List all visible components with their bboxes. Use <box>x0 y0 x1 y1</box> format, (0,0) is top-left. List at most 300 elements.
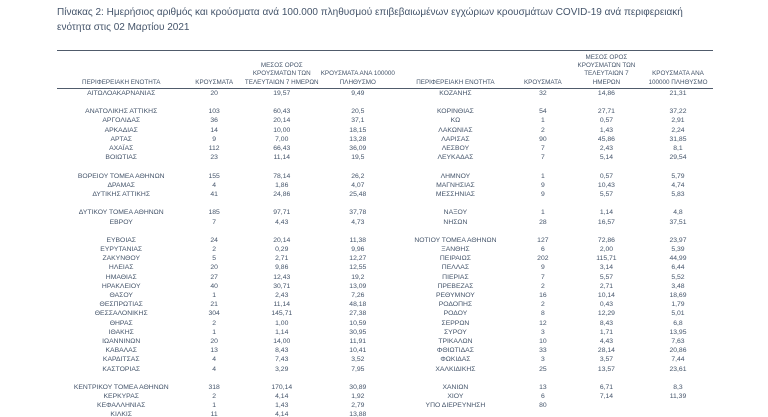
avg7-cell: 24,86 <box>273 190 291 198</box>
table-row <box>395 338 713 347</box>
per100k-cell: 10,41 <box>349 347 367 355</box>
table-row <box>57 172 395 181</box>
avg7-cell: 0,43 <box>599 301 614 309</box>
group-separator <box>57 163 395 172</box>
per100k-cell: 6,8 <box>673 319 683 327</box>
avg7-cell: 1,71 <box>599 328 614 336</box>
region-cell: ΥΠΟ ΔΙΕΡΕΥΝΗΣΗ <box>425 402 486 410</box>
region-cell: ΕΥΒΟΙΑΣ <box>106 236 136 244</box>
cases-cell: 25 <box>539 365 547 373</box>
cases-cell: 9 <box>540 190 545 198</box>
cases-cell: 12 <box>539 319 547 327</box>
region-cell: ΚΟΖΑΝΗΣ <box>439 89 472 97</box>
per100k-cell: 48,18 <box>349 301 367 309</box>
per100k-cell: 13,95 <box>669 328 687 336</box>
per100k-cell: 5,79 <box>671 172 685 180</box>
per100k-cell: 12,55 <box>349 264 367 272</box>
avg7-cell: 115,71 <box>596 255 617 263</box>
cases-cell: 13 <box>210 347 218 355</box>
per100k-cell: 37,78 <box>349 209 367 217</box>
cases-cell: 10 <box>539 337 547 345</box>
avg7-cell: 1,14 <box>275 328 289 336</box>
cases-cell: 7 <box>540 145 545 152</box>
avg7-cell: 145,71 <box>271 310 293 318</box>
cases-cell: 2 <box>540 126 545 134</box>
avg7-cell: 0,57 <box>599 172 614 180</box>
avg7-cell: 7,00 <box>275 135 289 143</box>
cases-cell: 13 <box>539 383 547 391</box>
avg7-cell: 4,14 <box>275 393 289 401</box>
cases-cell: 9 <box>212 135 217 143</box>
region-cell: ΘΕΣΠΡΩΤΙΑΣ <box>99 301 143 309</box>
table-row <box>57 154 395 163</box>
per100k-cell: 20,86 <box>669 347 687 355</box>
avg7-cell: 13,57 <box>597 365 615 373</box>
cases-cell: 103 <box>208 108 220 116</box>
region-cell: ΕΥΡΥΤΑΝΙΑΣ <box>100 246 143 254</box>
avg7-cell: 2,43 <box>275 292 289 299</box>
region-cell: ΧΑΝΙΩΝ <box>442 383 469 391</box>
avg7-cell: 2,00 <box>599 246 614 254</box>
avg7-cell: 1,00 <box>275 319 289 327</box>
avg7-cell: 1,14 <box>599 209 614 217</box>
region-cell: ΦΘΙΩΤΙΔΑΣ <box>436 347 474 355</box>
per100k-cell: 7,26 <box>351 292 365 299</box>
per100k-cell: 26,2 <box>351 172 365 180</box>
avg7-cell: 2,43 <box>599 145 614 152</box>
avg7-cell: 4,43 <box>275 218 289 226</box>
group-separator <box>57 200 395 209</box>
region-cell: ΡΕΘΥΜΝΟΥ <box>435 292 475 299</box>
table-row <box>57 329 395 338</box>
region-cell: ΑΡΚΑΔΙΑΣ <box>104 126 138 134</box>
table-row <box>57 255 395 264</box>
region-cell: ΛΑΡΙΣΑΣ <box>441 135 470 143</box>
cases-cell: 4 <box>212 181 217 189</box>
avg7-cell: 4,43 <box>599 337 614 345</box>
table-row <box>395 154 713 163</box>
region-cell: ΚΟΡΙΝΘΙΑΣ <box>436 108 474 116</box>
avg7-cell: 5,57 <box>599 190 614 198</box>
table-row <box>395 273 713 282</box>
right-table-header <box>395 54 713 87</box>
group-separator <box>57 99 395 108</box>
cases-cell: 20 <box>210 89 218 97</box>
per100k-cell: 18,69 <box>669 292 687 299</box>
table-body <box>57 89 713 417</box>
table-row <box>57 108 395 117</box>
table-row <box>395 218 713 227</box>
per100k-cell: 5,52 <box>671 273 685 281</box>
per100k-cell: 13,09 <box>349 282 367 290</box>
table-row <box>395 191 713 200</box>
group-separator <box>57 375 395 384</box>
per100k-cell: 19,2 <box>351 273 365 281</box>
table-row <box>57 209 395 218</box>
table-row <box>57 319 395 328</box>
cases-cell: 318 <box>208 383 220 391</box>
region-cell: ΠΙΕΡΙΑΣ <box>442 273 469 281</box>
table-row <box>57 273 395 282</box>
table-row <box>395 292 713 301</box>
avg7-cell: 28,14 <box>597 347 615 355</box>
avg7-cell: 45,86 <box>597 135 615 143</box>
region-cell: ΝΑΞΟΥ <box>443 209 468 217</box>
per100k-cell: 10,59 <box>349 319 367 327</box>
avg7-cell: 97,71 <box>273 209 291 217</box>
cases-cell: 2 <box>212 393 217 401</box>
per100k-cell: 36,09 <box>349 145 367 152</box>
table-row <box>395 172 713 181</box>
region-cell: ΤΡΙΚΑΛΩΝ <box>438 337 473 345</box>
avg7-cell: 60,43 <box>273 108 291 116</box>
avg7-cell: 8,43 <box>599 319 614 327</box>
region-cell: ΚΕΝΤΡΙΚΟΥ ΤΟΜΕΑ ΑΘΗΝΩΝ <box>73 383 169 391</box>
cases-cell: 16 <box>539 292 547 299</box>
table-row <box>395 182 713 191</box>
cases-cell: 1 <box>212 328 217 336</box>
per100k-cell: 4,07 <box>351 181 365 189</box>
cases-cell: 304 <box>208 310 220 318</box>
per100k-cell: 13,88 <box>349 411 367 417</box>
cases-cell: 40 <box>210 282 218 290</box>
cases-cell: 5 <box>212 255 217 263</box>
region-cell: ΞΑΝΘΗΣ <box>441 246 470 254</box>
header-region: ΠΕΡΙΦΕΡΕΙΑΚΗ ΕΝΟΤΗΤΑ <box>416 78 495 86</box>
table-row <box>395 283 713 292</box>
region-cell: ΑΧΑΪΑΣ <box>109 145 134 152</box>
cases-cell: 2 <box>540 282 545 290</box>
avg7-cell: 27,71 <box>597 108 615 116</box>
avg7-cell: 72,86 <box>597 236 615 244</box>
table-row <box>395 301 713 310</box>
table-caption: Πίνακας 2: Ημερήσιος αριθμός και κρούσματα ανά 100.000 πληθυσμού επιβεβαιωμένων εγχώριων κρουσμάτων COVID-19 ανά περιφερειακή ενότητα στις 02 Μαρτίου 2021 <box>57 7 683 33</box>
per100k-cell: 30,89 <box>349 383 367 391</box>
group-separator <box>395 375 713 384</box>
per100k-cell: 31,85 <box>669 135 687 143</box>
table-row <box>395 384 713 393</box>
header-per100k: ΚΡΟΥΣΜΑΤΑ ΑΝΑ 100000 ΠΛΗΘΥΣΜΟ <box>320 70 395 86</box>
right-table-body <box>395 90 713 417</box>
header-cases: ΚΡΟΥΣΜΑΤΑ <box>195 78 234 86</box>
table-row <box>395 136 713 145</box>
cases-cell: 127 <box>537 236 549 244</box>
avg7-cell: 5,57 <box>599 273 614 281</box>
avg7-cell: 11,14 <box>273 154 291 162</box>
per100k-cell: 7,44 <box>671 356 685 364</box>
per100k-cell: 6,44 <box>671 264 685 272</box>
cases-cell: 24 <box>210 236 218 244</box>
region-cell: ΗΡΑΚΛΕΙΟΥ <box>101 282 141 290</box>
covid-table <box>57 50 713 417</box>
table-row <box>57 264 395 273</box>
left-table-body <box>57 90 395 417</box>
region-cell: ΦΩΚΙΔΑΣ <box>440 356 471 364</box>
per100k-cell: 8,3 <box>673 383 683 391</box>
avg7-cell: 3,29 <box>275 365 289 373</box>
cases-cell: 90 <box>539 135 547 143</box>
cases-cell: 2 <box>540 301 545 309</box>
per100k-cell: 23,61 <box>669 365 687 373</box>
cases-cell: 1 <box>212 292 217 299</box>
cases-cell: 1 <box>540 172 545 180</box>
table-row <box>395 145 713 154</box>
table-row <box>57 356 395 365</box>
cases-cell: 4 <box>212 365 217 373</box>
avg7-cell: 2,71 <box>275 255 289 263</box>
avg7-cell: 20,14 <box>273 117 291 125</box>
region-cell: ΖΑΚΥΝΘΟΥ <box>102 255 140 263</box>
avg7-cell: 30,71 <box>273 282 291 290</box>
table-row <box>395 264 713 273</box>
region-cell: ΠΕΛΛΑΣ <box>441 264 470 272</box>
per100k-cell: 5,39 <box>671 246 685 254</box>
cases-cell: 6 <box>540 246 545 254</box>
header-avg7: ΜΕΣΟΣ ΟΡΟΣ ΚΡΟΥΣΜΑΤΩΝ ΤΩΝ ΤΕΛΕΥΤΑΙΩΝ 7 ΗΜΕΡΩΝ <box>577 54 636 86</box>
region-cell: ΔΡΑΜΑΣ <box>107 181 135 189</box>
table-row <box>57 347 395 356</box>
per100k-cell: 1,79 <box>671 301 685 309</box>
per100k-cell: 27,38 <box>349 310 367 318</box>
region-cell: ΛΕΥΚΑΔΑΣ <box>437 154 474 162</box>
header-region: ΠΕΡΙΦΕΡΕΙΑΚΗ ΕΝΟΤΗΤΑ <box>82 78 161 86</box>
region-cell: ΚΩ <box>450 117 461 125</box>
table-row <box>395 402 713 411</box>
per100k-cell: 13,28 <box>349 135 367 143</box>
table-row <box>395 108 713 117</box>
region-cell: ΘΑΣΟΥ <box>109 292 133 299</box>
header-cases: ΚΡΟΥΣΜΑΤΑ <box>523 78 562 86</box>
table-row <box>57 292 395 301</box>
cases-cell: 20 <box>210 264 218 272</box>
cases-cell: 23 <box>210 154 218 162</box>
avg7-cell: 10,00 <box>273 126 291 134</box>
per100k-cell: 11,91 <box>349 337 367 345</box>
per100k-cell: 4,74 <box>671 181 685 189</box>
table-row <box>57 384 395 393</box>
avg7-cell: 8,43 <box>275 347 289 355</box>
cases-cell: 33 <box>539 347 547 355</box>
cases-cell: 3 <box>540 356 545 364</box>
cases-cell: 7 <box>212 218 217 226</box>
cases-cell: 80 <box>539 402 547 410</box>
region-cell: ΕΒΡΟΥ <box>109 218 133 226</box>
per100k-cell: 19,5 <box>351 154 365 162</box>
table-row <box>395 90 713 99</box>
region-cell: ΘΕΣΣΑΛΟΝΙΚΗΣ <box>94 310 148 318</box>
per100k-cell: 37,1 <box>351 117 365 125</box>
table-row <box>57 237 395 246</box>
avg7-cell: 4,14 <box>275 411 289 417</box>
avg7-cell: 14,86 <box>597 89 615 97</box>
avg7-cell: 11,14 <box>273 301 291 309</box>
per100k-cell: 23,97 <box>669 236 687 244</box>
avg7-cell: 16,57 <box>597 218 615 226</box>
region-cell: ΡΟΔΟΠΗΣ <box>438 301 473 309</box>
region-cell: ΔΥΤΙΚΟΥ ΤΟΜΕΑ ΑΘΗΝΩΝ <box>78 209 164 217</box>
per100k-cell: 1,92 <box>351 393 365 401</box>
region-cell: ΚΕΡΚΥΡΑΣ <box>103 393 139 401</box>
group-separator <box>57 228 395 237</box>
table-row <box>57 145 395 154</box>
table-row <box>395 319 713 328</box>
avg7-cell: 78,14 <box>273 172 291 180</box>
header-per100k: ΚΡΟΥΣΜΑΤΑ ΑΝΑ 100000 ΠΛΗΘΥΣΜΟ <box>648 70 708 86</box>
group-separator <box>395 200 713 209</box>
avg7-cell: 3,57 <box>599 356 614 364</box>
cases-cell: 20 <box>210 337 218 345</box>
per100k-cell: 37,51 <box>669 218 687 226</box>
avg7-cell: 14,00 <box>273 337 291 345</box>
avg7-cell: 19,57 <box>273 89 291 97</box>
table-row <box>395 237 713 246</box>
region-cell: ΒΟΡΕΙΟΥ ΤΟΜΕΑ ΑΘΗΝΩΝ <box>77 172 165 180</box>
avg7-cell: 2,71 <box>599 282 614 290</box>
cases-cell: 21 <box>210 301 218 309</box>
avg7-cell: 9,86 <box>275 264 289 272</box>
table-row <box>57 338 395 347</box>
region-cell: ΝΟΤΙΟΥ ΤΟΜΕΑ ΑΘΗΝΩΝ <box>414 236 497 244</box>
region-cell: ΑΝΑΤΟΛΙΚΗΣ ΑΤΤΙΚΗΣ <box>85 108 158 116</box>
cases-cell: 6 <box>540 393 545 401</box>
per100k-cell: 11,39 <box>669 393 687 401</box>
cases-cell: 1 <box>540 117 545 125</box>
table-row <box>395 393 713 402</box>
table-row <box>395 255 713 264</box>
table-row <box>57 117 395 126</box>
left-table-header <box>57 54 395 87</box>
avg7-cell: 0,57 <box>599 117 614 125</box>
avg7-cell: 12,43 <box>273 273 291 281</box>
region-cell: ΝΗΣΩΝ <box>443 218 468 226</box>
per100k-cell: 11,38 <box>349 236 367 244</box>
table-row <box>57 218 395 227</box>
table-row <box>57 301 395 310</box>
table-row <box>395 347 713 356</box>
region-cell: ΗΛΕΙΑΣ <box>108 264 134 272</box>
cases-cell: 41 <box>210 190 218 198</box>
avg7-cell: 7,14 <box>599 393 614 401</box>
per100k-cell: 37,22 <box>669 108 687 116</box>
region-cell: ΑΡΓΟΛΙΔΑΣ <box>102 117 141 125</box>
table-row <box>57 393 395 402</box>
region-cell: ΛΑΚΩΝΙΑΣ <box>438 126 473 134</box>
avg7-cell: 1,43 <box>275 402 289 410</box>
cases-cell: 1 <box>540 209 545 217</box>
cases-cell: 9 <box>540 181 545 189</box>
per100k-cell: 2,24 <box>671 126 685 134</box>
table-row <box>57 402 395 411</box>
table-row <box>395 365 713 374</box>
cases-cell: 2 <box>212 246 217 254</box>
group-separator <box>395 163 713 172</box>
region-cell: ΠΕΙΡΑΙΩΣ <box>439 255 471 263</box>
region-cell: ΚΑΒΑΛΑΣ <box>105 347 137 355</box>
avg7-cell: 20,14 <box>273 236 291 244</box>
cases-cell: 4 <box>212 356 217 364</box>
per100k-cell: 4,73 <box>351 218 365 226</box>
cases-cell: 28 <box>539 218 547 226</box>
per100k-cell: 29,54 <box>669 154 687 162</box>
avg7-cell: 1,43 <box>599 126 614 134</box>
per100k-cell: 4,8 <box>673 209 683 217</box>
table-row <box>57 191 395 200</box>
cases-cell: 202 <box>537 255 549 263</box>
table-row <box>57 310 395 319</box>
region-cell: ΚΙΛΚΙΣ <box>110 411 133 417</box>
per100k-cell: 2,91 <box>671 117 685 125</box>
region-cell: ΣΥΡΟΥ <box>443 328 467 336</box>
region-cell: ΔΥΤΙΚΗΣ ΑΤΤΙΚΗΣ <box>92 190 151 198</box>
per100k-cell: 5,83 <box>671 190 685 198</box>
cases-cell: 36 <box>210 117 218 125</box>
per100k-cell: 9,96 <box>351 246 365 254</box>
cases-cell: 32 <box>539 89 547 97</box>
region-cell: ΛΕΣΒΟΥ <box>441 145 470 152</box>
cases-cell: 54 <box>539 108 547 116</box>
table-row <box>57 283 395 292</box>
region-cell: ΚΑΡΔΙΤΣΑΣ <box>102 356 140 364</box>
table-row <box>57 411 395 417</box>
avg7-cell: 1,86 <box>275 181 289 189</box>
region-cell: ΧΙΟΥ <box>447 393 464 401</box>
cases-cell: 9 <box>540 264 545 272</box>
per100k-cell: 8,1 <box>673 145 683 152</box>
region-cell: ΙΘΑΚΗΣ <box>108 328 134 336</box>
cases-cell: 2 <box>212 319 217 327</box>
table-row <box>57 365 395 374</box>
per100k-cell: 18,15 <box>349 126 367 134</box>
per100k-cell: 5,01 <box>671 310 685 318</box>
per100k-cell: 20,5 <box>351 108 365 116</box>
table-header-row <box>57 51 713 89</box>
region-cell: ΣΕΡΡΩΝ <box>441 319 470 327</box>
avg7-cell: 66,43 <box>273 145 291 152</box>
region-cell: ΗΜΑΘΙΑΣ <box>105 273 137 281</box>
table-row <box>395 126 713 135</box>
table-row <box>395 356 713 365</box>
cases-cell: 155 <box>208 172 220 180</box>
region-cell: ΙΩΑΝΝΙΝΩΝ <box>102 337 141 345</box>
region-cell: ΚΑΣΤΟΡΙΑΣ <box>102 365 141 373</box>
table-row <box>395 117 713 126</box>
per100k-cell: 21,31 <box>669 89 687 97</box>
region-cell: ΘΗΡΑΣ <box>109 319 133 327</box>
group-separator <box>395 99 713 108</box>
per100k-cell: 7,63 <box>671 337 685 345</box>
region-cell: ΚΕΦΑΛΛΗΝΙΑΣ <box>97 402 146 410</box>
region-cell: ΑΡΤΑΣ <box>110 135 132 143</box>
table-row <box>57 90 395 99</box>
cases-cell: 8 <box>540 310 545 318</box>
region-cell: ΑΙΤΩΛΟΑΚΑΡΝΑΝΙΑΣ <box>87 89 156 97</box>
table-row <box>57 136 395 145</box>
avg7-cell: 0,29 <box>275 246 289 254</box>
region-cell: ΛΗΜΝΟΥ <box>440 172 471 180</box>
table-row <box>395 329 713 338</box>
per100k-cell: 25,48 <box>349 190 367 198</box>
region-cell: ΠΡΕΒΕΖΑΣ <box>437 282 474 290</box>
table-row <box>57 246 395 255</box>
cases-cell: 11 <box>210 411 218 417</box>
group-separator <box>395 228 713 237</box>
avg7-cell: 10,43 <box>597 181 615 189</box>
cases-cell: 7 <box>540 273 545 281</box>
table-row <box>57 182 395 191</box>
avg7-cell: 6,71 <box>599 383 614 391</box>
avg7-cell: 170,14 <box>271 383 293 391</box>
region-cell: ΒΟΙΩΤΙΑΣ <box>105 154 137 162</box>
